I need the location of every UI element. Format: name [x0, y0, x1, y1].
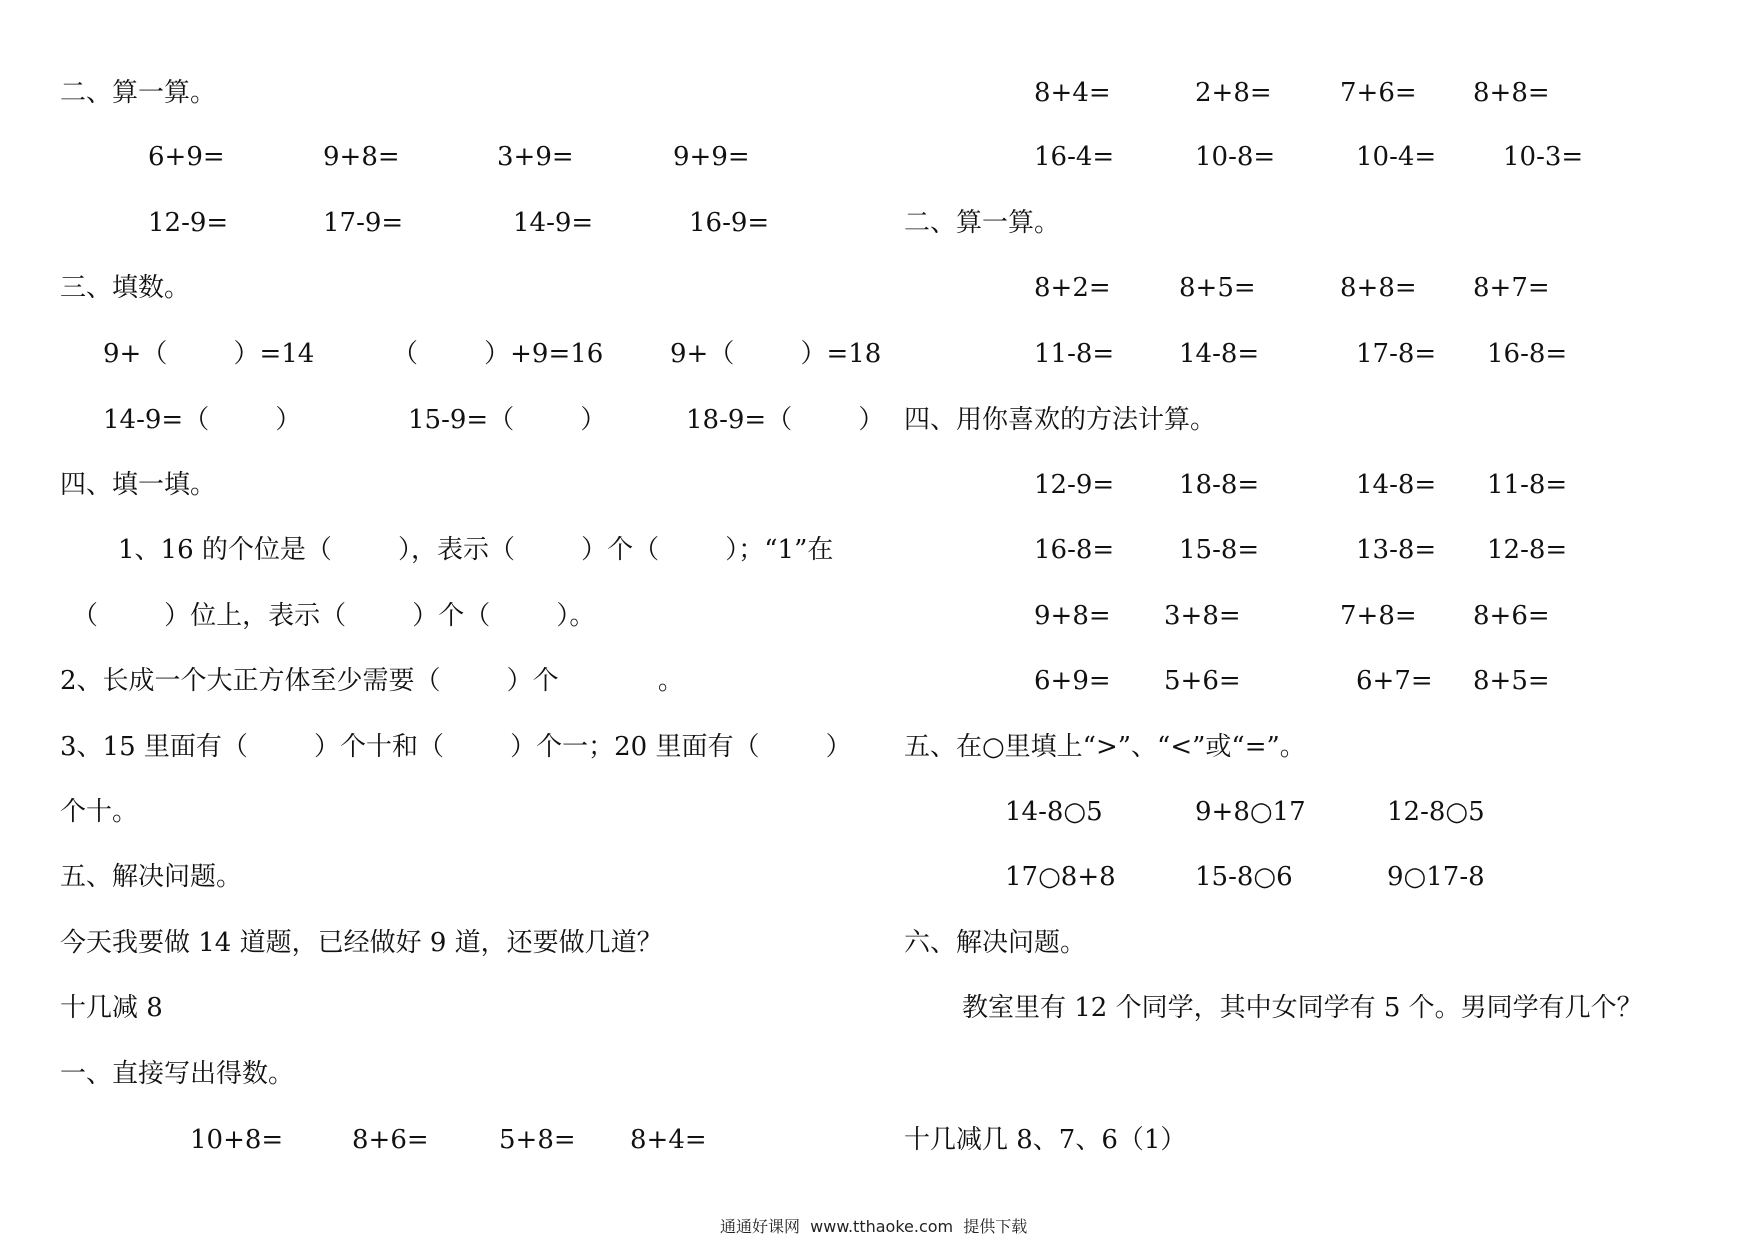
equation: 3+9= [497, 142, 574, 172]
equation: 14-9= [513, 208, 594, 238]
footer-source: 通通好课网 www.tthaoke.com 提供下载 [720, 1217, 1028, 1236]
section-heading: 一、直接写出得数。 [60, 1059, 295, 1089]
equation: 16-9= [689, 208, 770, 238]
equation: 9+9= [673, 142, 750, 172]
lesson-title: 十几减 8 [60, 993, 163, 1023]
equation: 18-8= [1179, 470, 1260, 500]
section-heading: 二、算一算。 [904, 208, 1061, 238]
section-heading: 五、在○里填上“>”、“<”或“=”。 [904, 732, 1306, 762]
section-heading: 六、解决问题。 [904, 928, 1087, 958]
equation: 10+8= [190, 1125, 284, 1155]
equation: 9+8= [1034, 601, 1111, 631]
section-heading: 二、算一算。 [60, 78, 217, 108]
equation: 8+6= [1473, 601, 1550, 631]
equation: 14-8= [1356, 470, 1437, 500]
equation: 13-8= [1356, 535, 1437, 565]
equation: 8+5= [1473, 666, 1550, 696]
fill-blank-equation: 15-9=（ ） [408, 405, 607, 435]
fill-blank-equation: 14-9=（ ） [103, 405, 302, 435]
section-heading: 五、解决问题。 [60, 862, 243, 892]
equation: 10-4= [1356, 142, 1437, 172]
equation: 5+8= [499, 1125, 576, 1155]
equation: 15-8= [1179, 535, 1260, 565]
question-text: 今天我要做 14 道题，已经做好 9 道，还要做几道？ [60, 928, 663, 958]
equation: 8+7= [1473, 273, 1550, 303]
equation: 11-8= [1487, 470, 1568, 500]
equation: 5+6= [1164, 666, 1241, 696]
equation: 12-8= [1487, 535, 1568, 565]
question-text: 教室里有 12 个同学，其中女同学有 5 个。男同学有几个？ [962, 993, 1643, 1023]
comparison: 17○8+8 [1005, 862, 1116, 892]
equation: 10-3= [1503, 142, 1584, 172]
equation: 16-8= [1034, 535, 1115, 565]
equation: 2+8= [1195, 78, 1272, 108]
comparison: 15-8○6 [1195, 862, 1293, 892]
equation: 16-4= [1034, 142, 1115, 172]
equation: 8+2= [1034, 273, 1111, 303]
question-text: 个十。 [60, 797, 139, 827]
comparison: 14-8○5 [1005, 797, 1103, 827]
equation: 7+8= [1340, 601, 1417, 631]
equation: 8+8= [1473, 78, 1550, 108]
equation: 6+7= [1356, 666, 1433, 696]
equation: 17-8= [1356, 339, 1437, 369]
question-text: 2、长成一个大正方体至少需要（ ）个 。 [60, 666, 684, 696]
lesson-title: 十几减几 8、7、6（1） [904, 1125, 1187, 1155]
equation: 14-8= [1179, 339, 1260, 369]
section-heading: 四、填一填。 [60, 470, 217, 500]
equation: 3+8= [1164, 601, 1241, 631]
equation: 8+5= [1179, 273, 1256, 303]
equation: 9+8= [323, 142, 400, 172]
equation: 17-9= [323, 208, 404, 238]
equation: 6+9= [1034, 666, 1111, 696]
equation: 6+9= [148, 142, 225, 172]
equation: 8+8= [1340, 273, 1417, 303]
equation: 12-9= [1034, 470, 1115, 500]
fill-blank-equation: （ ）+9=16 [392, 339, 604, 369]
equation: 8+6= [352, 1125, 429, 1155]
equation: 11-8= [1034, 339, 1115, 369]
question-text: （ ）位上，表示（ ）个（ ）。 [72, 601, 596, 631]
equation: 8+4= [1034, 78, 1111, 108]
fill-blank-equation: 9+（ ）=18 [670, 339, 882, 369]
comparison: 12-8○5 [1387, 797, 1485, 827]
section-heading: 四、用你喜欢的方法计算。 [904, 405, 1217, 435]
section-heading: 三、填数。 [60, 273, 191, 303]
equation: 16-8= [1487, 339, 1568, 369]
equation: 7+6= [1340, 78, 1417, 108]
comparison: 9+8○17 [1195, 797, 1306, 827]
fill-blank-equation: 18-9=（ ） [686, 405, 885, 435]
fill-blank-equation: 9+（ ）=14 [103, 339, 315, 369]
comparison: 9○17-8 [1387, 862, 1485, 892]
question-text: 3、15 里面有（ ）个十和（ ）个一；20 里面有（ ） [60, 732, 852, 762]
equation: 8+4= [630, 1125, 707, 1155]
equation: 12-9= [148, 208, 229, 238]
equation: 10-8= [1195, 142, 1276, 172]
question-text: 1、16 的个位是（ ），表示（ ）个（ ）；“1”在 [118, 535, 834, 565]
